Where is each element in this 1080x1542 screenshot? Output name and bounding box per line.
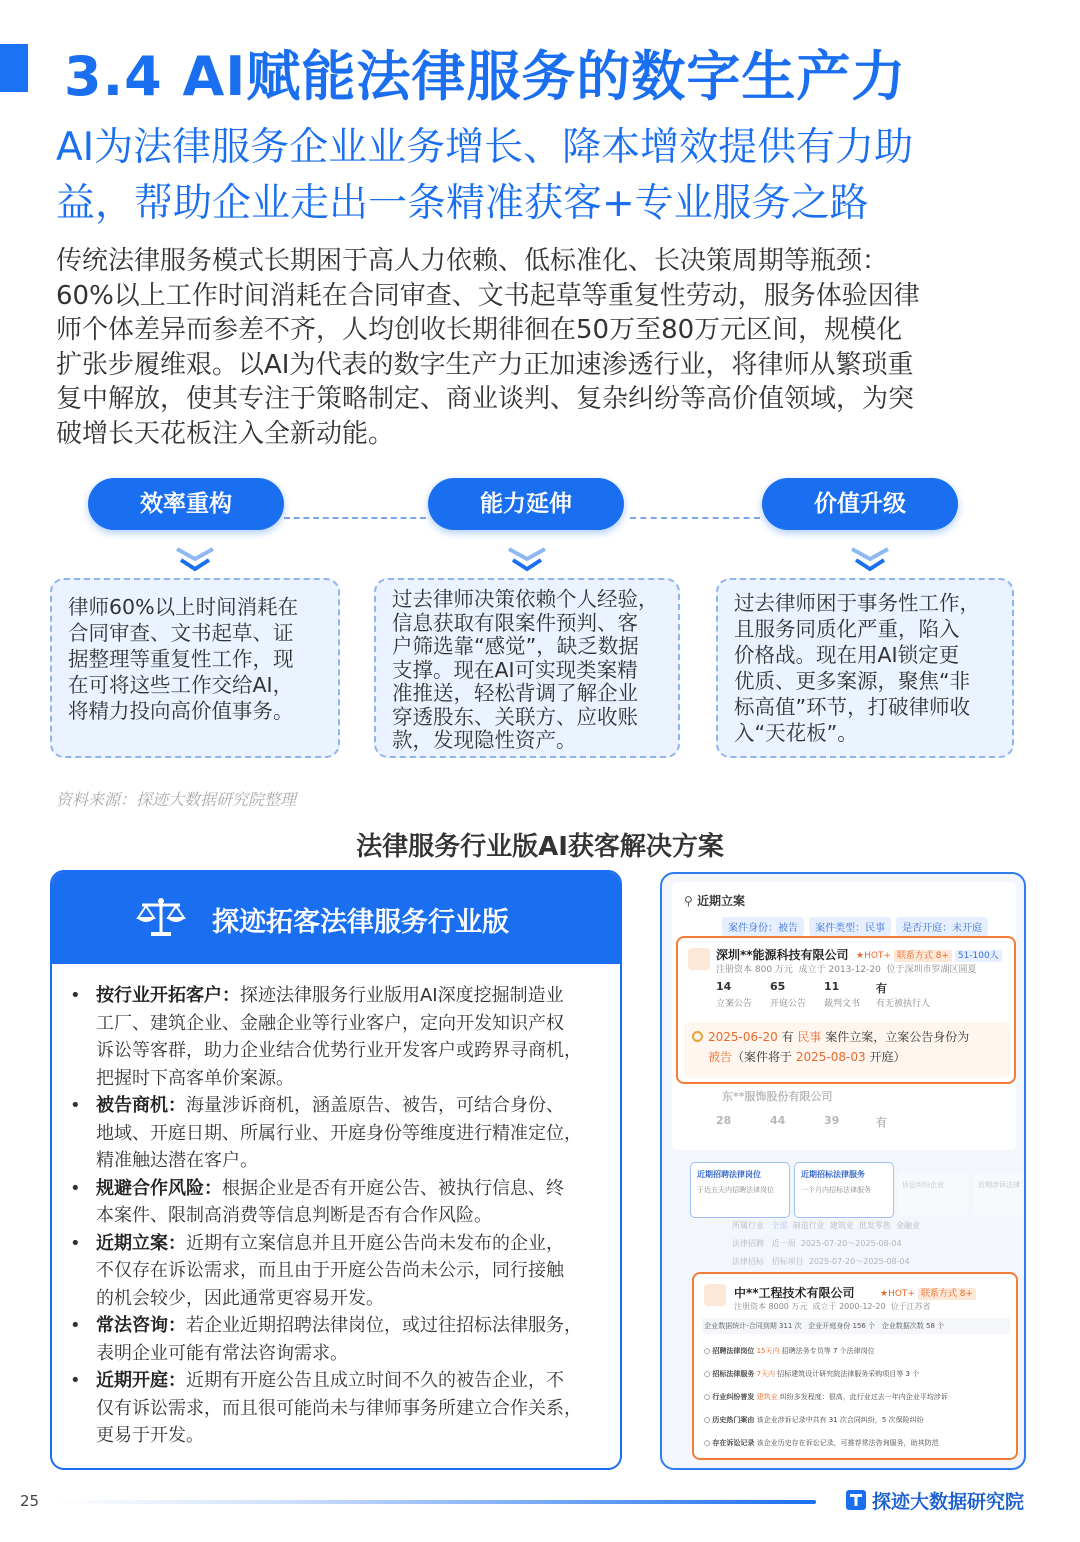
insight-key: 招聘法律岗位 (712, 1347, 755, 1355)
scale-icon (136, 896, 186, 938)
intro-line: 60%以上工作时间消耗在合同审查、文书起草等重复性劳动，服务体验因律 (56, 280, 920, 311)
item-text: 近期有立案信息并且开庭公告尚未发布的企业， (186, 1232, 564, 1254)
insight-key: 招标法律服务 (712, 1370, 755, 1378)
card-line: 准推送，轻松背调了解企业 (392, 681, 638, 705)
bullet: • (70, 1095, 81, 1116)
alert-text: 案件立案，立案公告身份为 (825, 1030, 970, 1044)
registered-capital: 注册资本 800 万元 (716, 965, 793, 975)
source-note: 资料来源：探迹大数据研究院整理 (56, 790, 297, 809)
mini-card[interactable] (898, 1172, 968, 1216)
intro-line: 师个体差异而参差不齐，人均创收长期徘徊在50万至80万元区间，规模化 (56, 315, 903, 345)
company-name: 东**服饰股份有限公司 (722, 1090, 833, 1103)
insight-row: ○ 招标法律服务 7天内 招标建筑设计研究院法律服务采购项目等 3 个 (704, 1370, 920, 1378)
filter-key: 法律招聘 (732, 1239, 764, 1248)
filter-option[interactable]: 全部 (771, 1221, 788, 1230)
company-badges (880, 1286, 976, 1299)
hot-badge: ★HOT+ (856, 951, 891, 961)
company-name: 中**工程技术有限公司 (734, 1286, 855, 1300)
alert-line-2 (708, 1048, 905, 1065)
filter-key: 法律招标 (732, 1257, 764, 1266)
card-line: 据整理等重复性工作，现 (68, 647, 294, 671)
intro-paragraph (56, 244, 1036, 451)
bullet: • (70, 1177, 81, 1199)
hot-badge: ★HOT+ (880, 1289, 915, 1299)
filter-rows (732, 1220, 1022, 1274)
item-text: 根据企业是否有开庭公告、被执行信息、终 (222, 1177, 564, 1199)
user-search-icon: ⚲ (684, 894, 693, 908)
filter-tag[interactable]: 是否开庭：未开庭 (896, 917, 988, 936)
hearing-date: 2025-08-03 (795, 1050, 866, 1064)
stat-value: 11 (824, 980, 840, 993)
filter-tags (722, 916, 988, 936)
mini-card[interactable] (974, 1172, 1024, 1216)
panel-title-row (684, 892, 745, 909)
building-icon (704, 1284, 726, 1306)
item-text: 精准触达潜在客户。 (96, 1150, 258, 1171)
stat-value: 39 (824, 1114, 840, 1127)
stat-label: 有无被执行人 (876, 999, 931, 1009)
stat-value: 14 (716, 980, 732, 993)
bullet: • (70, 1370, 81, 1391)
intro-line: 破增长天花板注入全新动能。 (56, 418, 395, 449)
filter-row (732, 1220, 1022, 1238)
insight-tag: 建筑业 (756, 1393, 778, 1401)
item-label: 按行业开拓客户： (96, 985, 240, 1006)
alert-text: （案件将于 (732, 1050, 793, 1064)
filter-option[interactable]: 2025-07-20～2025-08-04 (800, 1239, 902, 1248)
panel-title: 近期立案 (696, 894, 745, 908)
item-label: 规避合作风险： (96, 1177, 222, 1199)
connector-line (284, 517, 426, 519)
filter-row (732, 1238, 1022, 1256)
bullet: • (70, 1232, 81, 1254)
card-line: 且服务同质化严重，陷入 (734, 617, 960, 641)
insight-key: 行业纠纷普发 (712, 1393, 755, 1401)
case-role: 被告 (708, 1050, 733, 1064)
list-item (70, 1230, 616, 1313)
case-type: 民事 (797, 1030, 822, 1044)
card-line: 信息获取有限案件预判、客 (392, 610, 638, 635)
item-text: 诉讼等客群，助力企业结合优势行业开发客户或跨界寻商机， (96, 1040, 582, 1061)
filing-alert (684, 1022, 1010, 1078)
filter-option[interactable]: 建筑业 (829, 1221, 854, 1230)
item-text: 不仅存在诉讼需求，而且由于开庭公告尚未公示，同行接触 (96, 1260, 564, 1281)
card-line: 支撑。现在AI可实现类案精 (392, 657, 638, 682)
stat-label: 裁判文书 (824, 999, 861, 1009)
pillar-card-efficiency (50, 578, 340, 758)
chevron-down-icon (848, 546, 892, 574)
mini-card-title: 近期涉诉法律 (978, 1181, 1020, 1189)
list-item (70, 1175, 616, 1230)
alert-text: 有 (781, 1030, 794, 1044)
recent-filing-panel (672, 882, 1016, 1150)
mini-card[interactable] (794, 1162, 894, 1218)
bullet: • (70, 985, 81, 1006)
insight-tag: 7天内 (756, 1370, 776, 1378)
subbar-item: 企业数据次数 58 个 (881, 1322, 945, 1330)
bullet: • (70, 1315, 81, 1336)
item-label: 被告商机： (96, 1095, 186, 1116)
contact-badge: 联系方式 8+ (918, 1288, 976, 1300)
footer-brand: 探迹大数据研究院 (872, 1491, 1025, 1513)
pillar-label-value: 价值升级 (762, 478, 958, 530)
mini-card[interactable] (690, 1162, 790, 1218)
alert-text: 开庭） (869, 1050, 906, 1064)
item-text: 工厂、建筑企业、金融企业等行业客户，定向开发知识产权 (96, 1012, 564, 1034)
card-line: 入“天花板”。 (734, 721, 858, 745)
item-label: 近期开庭： (96, 1370, 186, 1391)
registered-capital: 注册资本 8000 万元 (734, 1302, 808, 1311)
subtitle-line: AI为法律服务企业业务增长、降本增效提供有力助 (56, 125, 914, 170)
stat-label: 立案公告 (716, 999, 753, 1009)
filter-option[interactable]: 制造行业 (792, 1221, 825, 1230)
stat-value: 65 (770, 980, 786, 993)
item-text: 表明企业可能有常法咨询需求。 (96, 1342, 348, 1364)
card-line: 律师60%以上时间消耗在 (68, 595, 299, 619)
solution-box-title: 探迹拓客法律服务行业版 (212, 907, 509, 938)
card-line: 在可将这些工作交给AI， (68, 673, 294, 697)
insight-rows (704, 1340, 1012, 1455)
list-item (70, 982, 616, 1092)
intro-line: 传统法律服务模式长期困于高人力依赖、低标准化、长决策周期等瓶颈： (56, 246, 889, 276)
alert-dot-icon (692, 1031, 703, 1042)
insight-value: 招标建筑设计研究院法律服务采购项目等 3 个 (777, 1370, 920, 1378)
building-icon (688, 948, 710, 970)
stat-value: 44 (770, 1114, 786, 1127)
card-line: 优质、更多案源，聚焦“非 (734, 669, 971, 693)
list-item (70, 1312, 616, 1367)
pillar-label-capability: 能力延伸 (428, 478, 624, 530)
stat-value: 有 (876, 1116, 887, 1129)
item-text: 海量涉诉商机，涵盖原告、被告，可结合身份、 (186, 1095, 564, 1116)
mini-card-text: 于近五天内招聘法律岗位 (697, 1186, 774, 1194)
subtitle (56, 120, 1046, 232)
mini-card-title: 近期招标法律服务 (801, 1170, 865, 1179)
stat-value: 28 (716, 1114, 732, 1127)
item-text: 近期有开庭公告且成立时间不久的被告企业，不 (186, 1370, 564, 1391)
mini-card-text: 一个月内招标法律服务 (801, 1186, 871, 1194)
company-card[interactable] (676, 936, 1016, 1084)
card-line: 价格战。现在用AI锁定更 (734, 643, 960, 667)
card-line: 过去律师决策依赖个人经验， (392, 587, 659, 611)
item-text: 若企业近期招聘法律岗位，或过往招标法律服务， (186, 1315, 582, 1336)
company-subbar (702, 1318, 1010, 1334)
card-line: 标高值”环节，打破律师收 (734, 695, 971, 719)
location: 位于江苏省 (890, 1302, 931, 1311)
section-title: 3.4 AI赋能法律服务的数字生产力 (64, 45, 907, 108)
item-text: 的机会较少，因此通常更容易开发。 (96, 1287, 384, 1309)
solution-box-header (52, 872, 622, 964)
stat-value: 有 (876, 982, 887, 995)
company-meta (716, 962, 977, 975)
item-label: 常法咨询： (96, 1315, 186, 1336)
company-card[interactable] (692, 1272, 1018, 1460)
card-line: 款，发现隐性资产。 (392, 728, 577, 752)
insight-key: 历史热门案由 (712, 1416, 755, 1424)
subtitle-line: 益，帮助企业走出一条精准获客+专业服务之路 (56, 181, 869, 226)
footer-divider (56, 1500, 816, 1504)
list-item (70, 1092, 616, 1175)
item-text: 仅有诉讼需求，而且很可能尚未与律师事务所建立合作关系， (96, 1397, 582, 1419)
solution-box (50, 870, 622, 1470)
founded-date: 成立于 2013-12-20 (798, 965, 881, 975)
card-line: 户筛选靠“感觉”，缺乏数据 (392, 634, 639, 658)
item-text: 地域、开庭日期、所属行业、开庭身份等维度进行精准定位， (96, 1122, 582, 1144)
location: 位于深圳市罗湖区圆夏 (886, 965, 977, 975)
mini-card-title: 近期招聘法律岗位 (697, 1170, 761, 1179)
filter-option[interactable]: 批发零售 (858, 1221, 891, 1230)
card-line: 过去律师困于事务性工作， (734, 591, 980, 615)
chevron-down-icon (173, 546, 217, 574)
card-line: 将精力投向高价值事务。 (68, 699, 294, 723)
insight-row: ○ 招聘法律岗位 15天内 招聘法务专员等 7 个法律岗位 (704, 1347, 875, 1355)
solution-list (70, 982, 616, 1450)
filter-option[interactable]: 招标项目 (771, 1257, 804, 1266)
intro-line: 扩张步履维艰。以AI为代表的数字生产力正加速渗透行业，将律师从繁琐重 (56, 349, 914, 380)
item-text: 更易于开发。 (96, 1425, 204, 1446)
filing-date: 2025-06-20 (708, 1030, 778, 1044)
insight-value: 该企业涉诉记录中共有 31 次合同纠纷，5 次保险纠纷 (756, 1416, 924, 1424)
pillar-card-value (716, 578, 1014, 758)
title-accent-bar (0, 44, 28, 92)
insight-row: ○ 历史热门案由 该企业涉诉记录中共有 31 次合同纠纷，5 次保险纠纷 (704, 1416, 924, 1424)
alert-line-1 (708, 1028, 969, 1045)
subbar-item: 企业数据统计-合同到期 311 次 (704, 1322, 802, 1330)
page-number: 25 (20, 1492, 40, 1510)
company-card-faded (686, 1088, 1006, 1146)
insight-row: ○ 行业纠纷普发 建筑业 纠纷多发程度：很高，此行业过去一年内企业平均涉诉 (704, 1393, 948, 1401)
intro-line: 复中解放，使其专注于策略制定、商业谈判、复杂纠纷等高价值领域，为突 (56, 384, 915, 414)
card-line: 合同审查、文书起草、证 (68, 621, 294, 645)
insight-value: 该企业历史存在诉讼记录，可推荐常法咨询服务，助其防范 (756, 1439, 939, 1447)
brand-logo-icon (846, 1490, 866, 1510)
insight-key: 存在诉讼记录 (712, 1439, 755, 1447)
stat-label: 开庭公告 (770, 999, 807, 1009)
pillar-label-efficiency: 效率重构 (88, 478, 284, 530)
filter-tag[interactable]: 案件类型：民事 (809, 917, 891, 936)
insight-value: 纠纷多发程度：很高，此行业过去一年内企业平均涉诉 (779, 1393, 948, 1401)
item-text: 本案件、限制高消费等信息判断是否有合作风险。 (96, 1205, 492, 1226)
subbar-item: 企业开庭身份 156 个 (808, 1322, 876, 1330)
item-text: 探迹法律服务行业版用AI深度挖掘制造业 (240, 985, 564, 1006)
list-item (70, 1367, 616, 1450)
item-label: 近期立案： (96, 1232, 186, 1254)
insight-value: 招聘法务专员等 7 个法律岗位 (781, 1347, 875, 1355)
pillar-card-capability (374, 578, 680, 758)
contact-badge: 联系方式 8+ (894, 950, 952, 962)
solution-title: 法律服务行业版AI获客解决方案 (356, 832, 724, 862)
company-meta (734, 1301, 931, 1312)
filter-tag[interactable]: 案件身份：被告 (722, 917, 804, 936)
item-text: 把握时下高客单价案源。 (96, 1067, 294, 1089)
size-badge: 51-100人 (955, 950, 1002, 962)
filter-key: 所属行业 (732, 1221, 764, 1230)
insight-tag: 15天内 (756, 1347, 780, 1355)
company-badges (856, 948, 1002, 961)
connector-line (630, 517, 760, 519)
product-screenshot (660, 872, 1026, 1470)
filter-option[interactable]: 近一周 (771, 1239, 796, 1248)
mini-card-title: 诉讼纠纷企业 (902, 1181, 944, 1189)
insight-row: ○ 存在诉讼记录 该企业历史存在诉讼记录，可推荐常法咨询服务，助其防范 (704, 1439, 939, 1447)
card-line: 穿透股东、关联方、应收账 (392, 704, 638, 729)
filter-option[interactable]: 2025-07-20～2025-08-04 (808, 1257, 910, 1266)
chevron-down-icon (505, 546, 549, 574)
company-name: 深圳**能源科技有限公司 (716, 948, 849, 962)
filter-option[interactable]: 金融业 (896, 1221, 921, 1230)
founded-date: 成立于 2000-12-20 (812, 1302, 886, 1311)
